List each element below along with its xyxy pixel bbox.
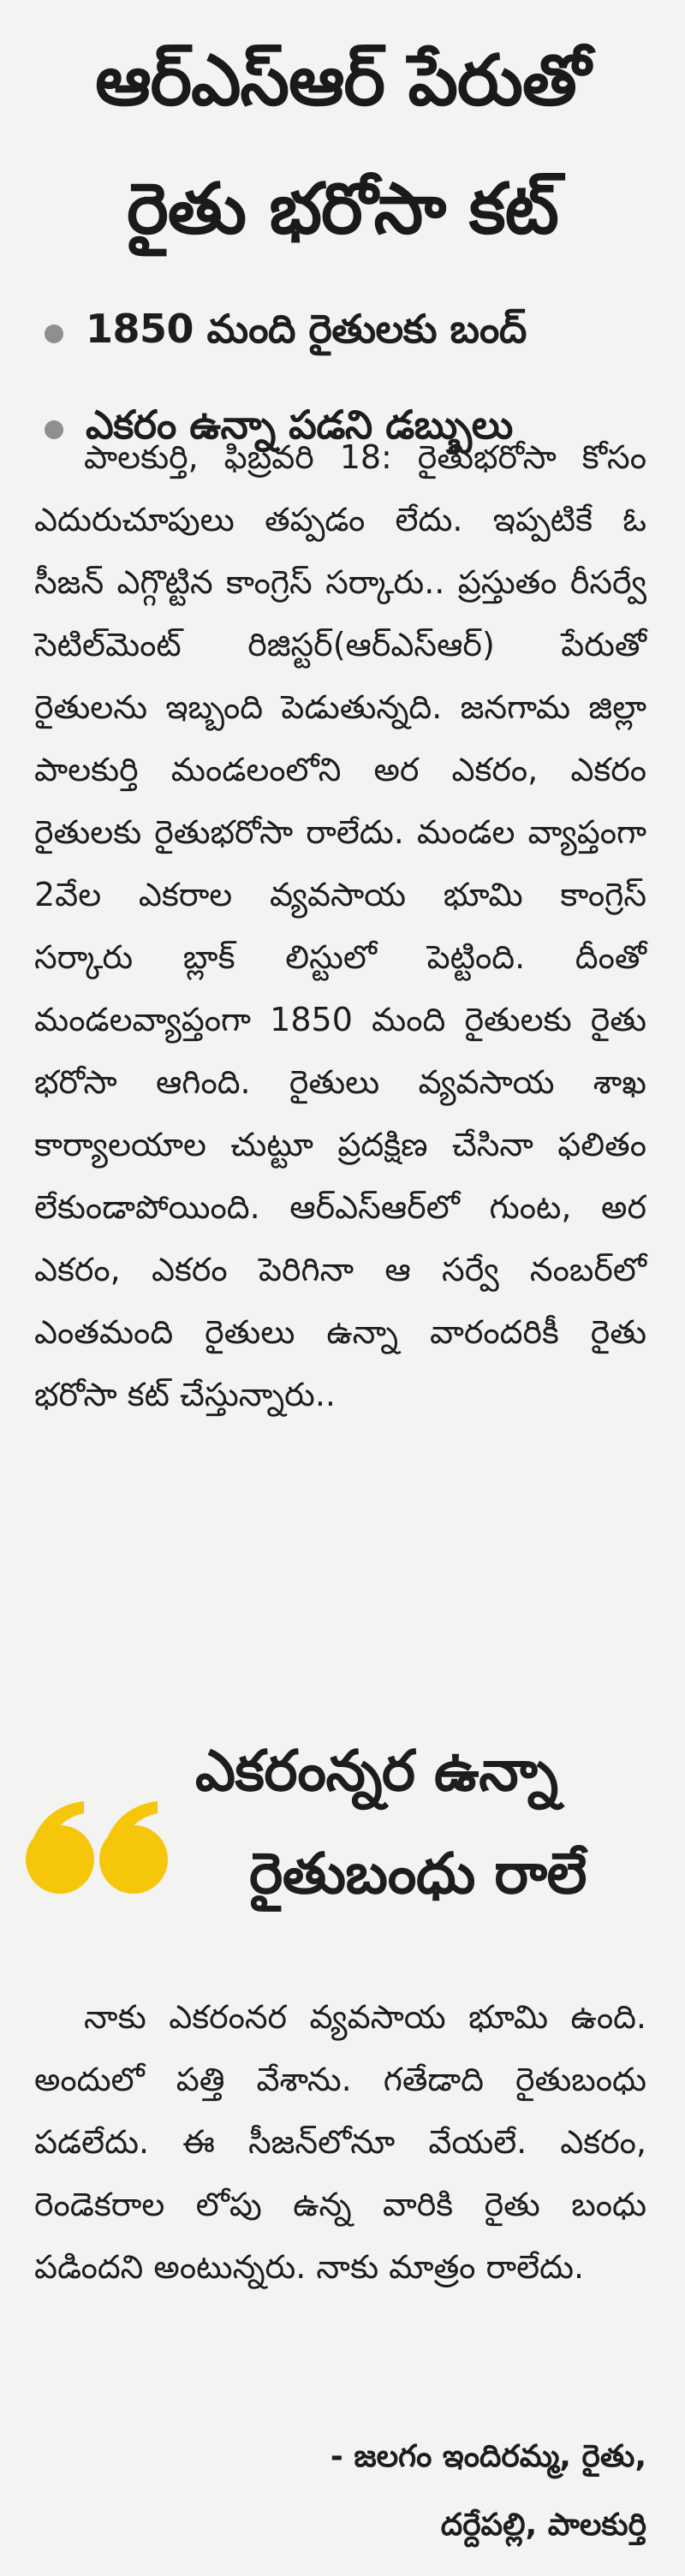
bullet-item: [45, 286, 685, 382]
bullet-text: 1850 మంది రైతులకు బంద్: [86, 306, 527, 352]
headline-line-2: రైతు భరోసా కట్: [127, 169, 558, 250]
quote-attribution: [331, 2423, 646, 2560]
news-clipping: [0, 17, 685, 2576]
quote-body: [34, 1986, 646, 2299]
attribution-place: దర్దేపల్లి, పాలకుర్తి: [440, 2508, 646, 2543]
subheading-line-1: ఎకరంన్నర ఉన్నా: [195, 1738, 558, 1804]
headline: [0, 17, 685, 274]
quote-mark-icon: [22, 1798, 176, 1901]
article-body: [34, 426, 646, 1426]
attribution-name: - జలగం ఇందిరమ్మ, రైతు,: [330, 2439, 646, 2474]
bullet-dot-icon: [45, 324, 63, 343]
quote-subheading: [0, 1712, 685, 1969]
bullet-text: ఎకరం ఉన్నా పడని డబ్బులు: [86, 402, 513, 448]
quote-paragraph: నాకు ఎకరంనర వ్యవసాయ భూమి ఉంది. అందులో పత్తి వేశాను. గతేడాది రైతుబంధు పడలేదు. ఈ సీజన్‌లోనూ వేయలే. ఎకరం, రెండెకరాల లోపు ఉన్న వారికి రైతు బంధు పడిందని అంటున్నరు. నాకు మాత్రం రాలేదు.: [34, 1998, 646, 2286]
article-paragraph: పాలకుర్తి, ఫిబ్రవరి 18: రైతుభరోసా కోసం ఎదురుచూపులు తప్పడం లేదు. ఇప్పటికే ఓ సీజన్ ఎగ్గొట్టిన కాంగ్రెస్ సర్కారు.. ప్రస్తుతం రీసర్వే సెటిల్‌మెంట్ రిజిస్టర్(ఆర్ఎస్ఆర్) పేరుతో రైతులను ఇబ్బంది పెడుతున్నది. జనగామ జిల్లా పాలకుర్తి మండలంలోని అర ఎకరం, ఎకరం రైతులకు రైతుభరోసా రాలేదు. మండల వ్యాప్తంగా 2వేల ఎకరాల వ్యవసాయ భూమి కాంగ్రెస్ సర్కారు బ్లాక్ లిస్టులో పెట్టింది. దీంతో మండలవ్యాప్తంగా 1850 మంది రైతులకు రైతు భరోసా ఆగింది. రైతులు వ్యవసాయ శాఖ కార్యాలయాల చుట్టూ ప్రదక్షిణ చేసినా ఫలితం లేకుండాపోయింది. ఆర్ఎస్ఆర్‌లో గుంట, అర ఎకరం, ఎకరం పెరిగినా ఆ సర్వే నంబర్‌లో ఎంతమంది రైతులు ఉన్నా వారందరికీ రైతు భరోసా కట్ చేస్తున్నారు..: [34, 438, 646, 1413]
headline-line-1: ఆర్ఎస్ఆర్ పేరుతో: [95, 40, 590, 122]
subheading-line-2: రైతుబంధు రాలే: [249, 1841, 587, 1907]
